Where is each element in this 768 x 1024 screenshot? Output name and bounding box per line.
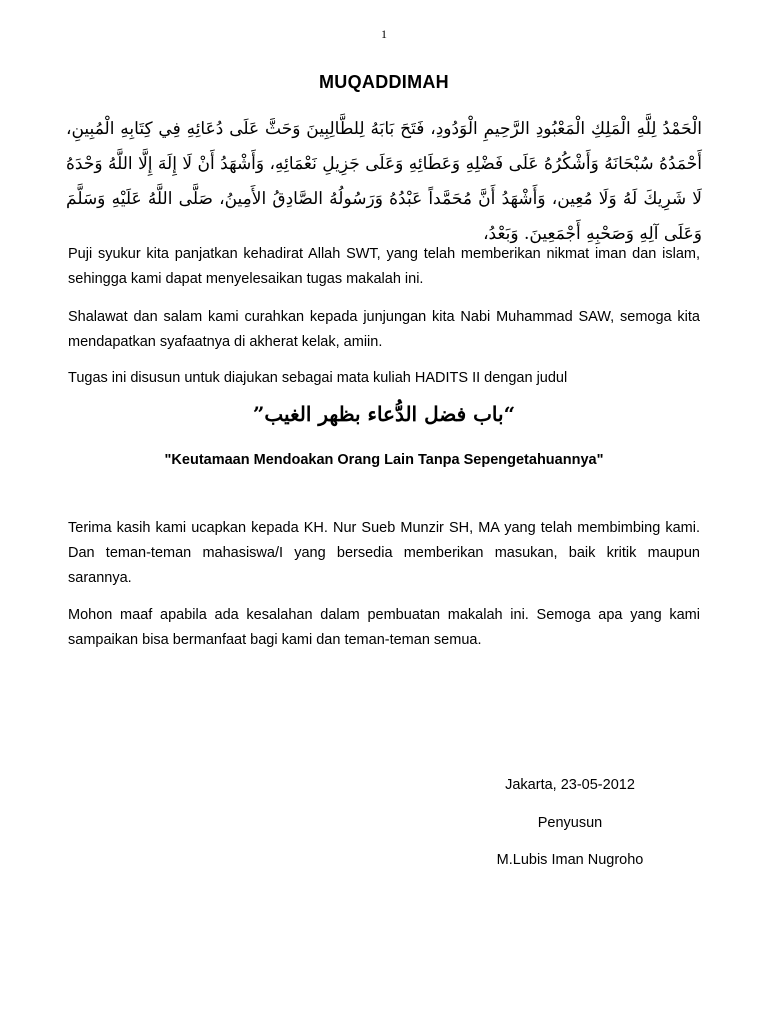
paragraph-thanks: Terima kasih kami ucapkan kepada KH. Nur Sueb Munzir SH, MA yang telah membimbing kami. Dan teman-teman mahasiswa/I yang bersedia memberikan masukan, baik kritik maupun sarannya. — [68, 520, 700, 586]
topic-arabic-title: “باب فضل الدُّعاء بظهر الغيب” — [252, 402, 516, 426]
topic-latin-title: "Keutamaan Mendoakan Orang Lain Tanpa Sepengetahuannya" — [164, 452, 604, 468]
page-title: MUQADDIMAH — [319, 72, 449, 92]
paragraph-shalawat: Shalawat dan salam kami curahkan kepada junjungan kita Nabi Muhammad SAW, semoga kita mendapatkan syafaatnya di akherat kelak, amiin. — [68, 309, 700, 350]
signature-name: M.Lubis Iman Nugroho — [496, 852, 644, 868]
paragraph-apology: Mohon maaf apabila ada kesalahan dalam pembuatan makalah ini. Semoga apa yang kami sampaikan bisa bermanfaat bagi kami dan teman-teman semua. — [68, 607, 700, 648]
page-number: 1 — [381, 27, 387, 41]
signature-role: Penyusun — [537, 815, 603, 831]
paragraph-purpose: Tugas ini disusun untuk diajukan sebagai mata kuliah HADITS II dengan judul — [68, 370, 568, 386]
signature-place-date: Jakarta, 23-05-2012 — [505, 777, 635, 793]
opening-arabic-text: الْحَمْدُ لِلَّهِ الْمَلِكِ الْمَعْبُودِ الرَّحِيمِ الْوَدُودِ، فَتَحَ بَابَهُ لِلطَّالِبِينَ وَحَثَّ عَلَى دُعَائِهِ فِي كِتَابِهِ الْمُبِينِ، أَحْمَدُهُ سُبْحَانَهُ وَأَشْكُرُهُ عَلَى فَضْلِهِ وَعَطَائِهِ وَعَلَى جَزِيلِ نَعْمَائِهِ، وَأَشْهَدُ أَنْ لَا إِلَهَ إِلَّا اللَّهُ وَحْدَهُ لَا شَرِيكَ لَهُ وَلَا مُعِين، وَأَشْهَدُ أَنَّ مُحَمَّداً عَبْدُهُ وَرَسُولُهُ الصَّادِقُ الأَمِينُ، صَلَّى اللَّهُ عَلَيْهِ وَسَلَّمَ وَعَلَى آلِهِ وَصَحْبِهِ أَجْمَعِينَ. وَبَعْدُ، — [66, 119, 702, 244]
paragraph-gratitude: Puji syukur kita panjatkan kehadirat Allah SWT, yang telah memberikan nikmat iman dan islam, sehingga kami dapat menyelesaikan tugas makalah ini. — [68, 246, 700, 287]
